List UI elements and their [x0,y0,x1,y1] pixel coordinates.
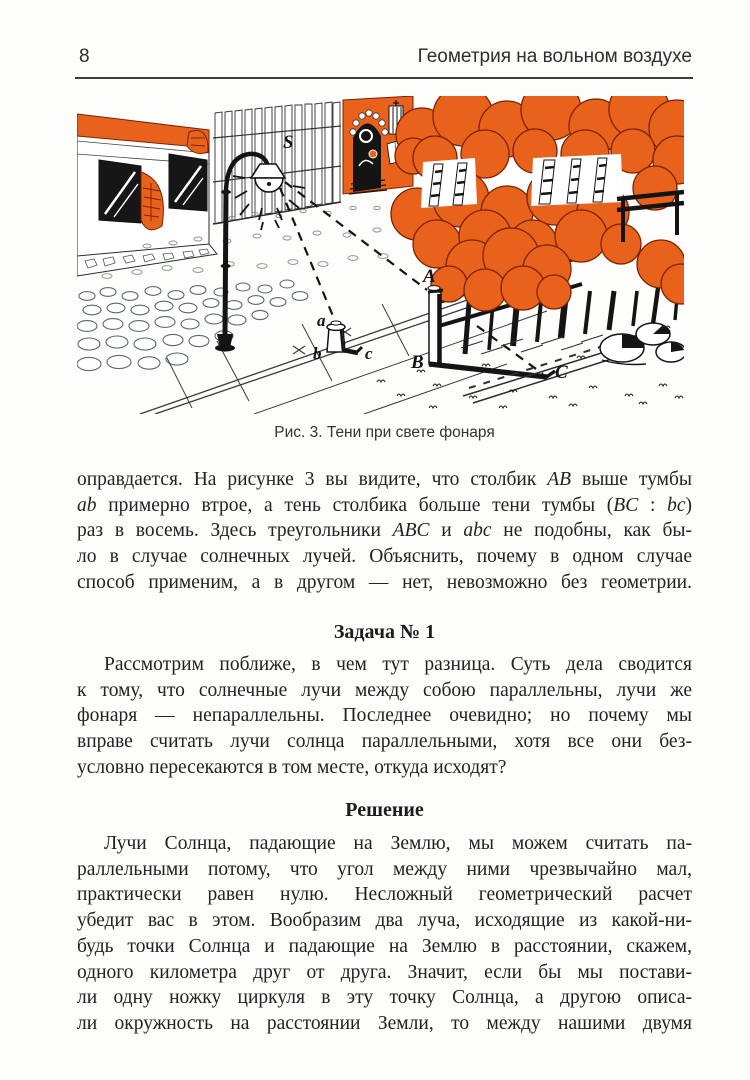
problem-heading: Задача № 1 [333,621,436,643]
label-a: a [317,311,326,330]
label-A: A [423,266,436,287]
label-b: b [313,344,322,363]
label-B: B [411,352,424,373]
page-number: 8 [79,46,90,67]
figure-3-illustration [77,96,684,414]
label-S: S [283,132,294,153]
street-scene-svg [77,96,684,414]
label-c: c [365,344,373,363]
paragraph-3: Лучи Солнца, падающие на Землю, мы можем считать па- раллельными потому, что угол между ними чрезвычайно мал, практически равен нулю. Несложный геометрический расчет убедит вас в этом. Вообразим два луча, исходящие из какой-ни- будь точки Солнца и падающие на Землю в расстоянии, скажем, одного километра друг от друга. Значит, если бы мы постави- ли одну ножку циркуля в эту точку Солнца, а другою описа- ли окружность на расстоянии Земли, то между нашими двумя [77,833,692,1034]
paragraph-2: Рассмотрим поближе, в чем тут разница. Суть дела сводится к тому, что солнечные лучи между собою параллельны, лучи же фонаря — непараллельны. Последнее очевидно; но почему мы вправе считать лучи солнца параллельными, хотя все они без- условно пересекаются в том месте, откуда исходят? [77,654,692,778]
figure-caption: Рис. 3. Тени при свете фонаря [274,424,495,441]
running-title: Геометрия на вольном воздухе [417,46,692,67]
header-rule [75,77,693,79]
running-header [77,46,692,72]
solution-heading: Решение [345,799,424,821]
building [77,114,217,276]
bollard [327,321,362,353]
rocks [600,323,684,365]
paragraph-1: оправдается. На рисунке 3 вы видите, что столбик AB выше тумбы ab примерно втрое, а тень столбика больше тени тумбы (BC : bc) раз в восемь. Здесь треугольники ABC и abc не подобны, как бы- ло в случае солнечных лучей. Объяснить, почему в одном случае способ применим, а в другом — нет, невозможно без геометрии. [77,469,693,593]
label-C: C [555,362,568,383]
